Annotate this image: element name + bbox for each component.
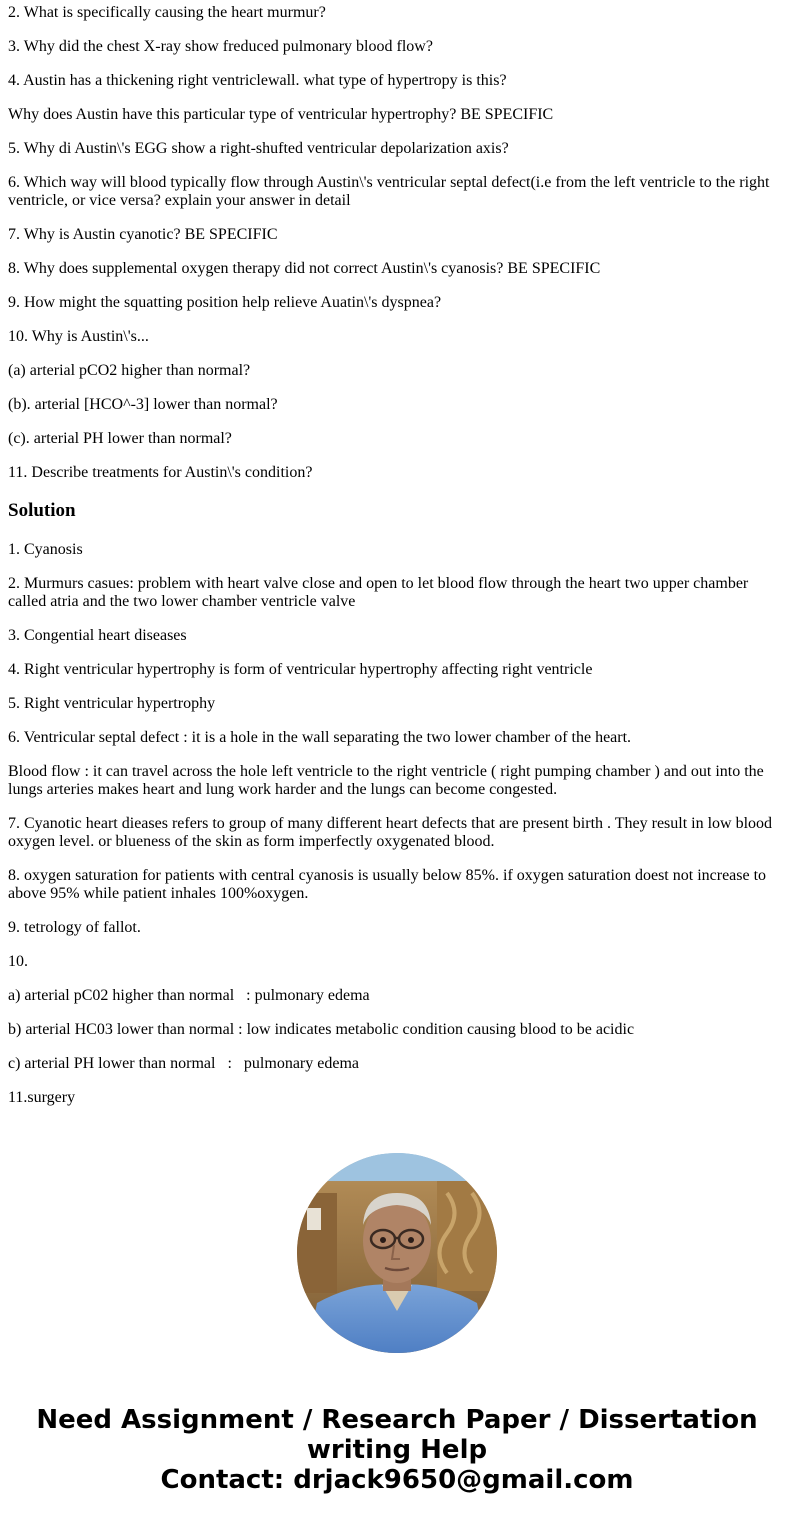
author-photo [297, 1153, 497, 1353]
answer-2: 2. Murmurs casues: problem with heart valve close and open to let blood flow through the heart two upper chamber called atria and the two lower chamber ventricle valve [8, 575, 749, 610]
solution-heading: Solution [8, 500, 76, 521]
answer-10: 10. [8, 953, 28, 970]
answer-10b: b) arterial HC03 lower than normal : low indicates metabolic condition causing blood to be acidic [8, 1021, 635, 1038]
question-10a: (a) arterial pCO2 higher than normal? [8, 362, 251, 379]
question-8: 8. Why does supplemental oxygen therapy did not correct Austin\'s cyanosis? BE SPECIFIC [8, 260, 601, 277]
question-3: 3. Why did the chest X-ray show freduced pulmonary blood flow? [8, 38, 433, 55]
question-4-followup: Why does Austin have this particular type of ventricular hypertrophy? BE SPECIFIC [8, 106, 554, 123]
question-10b: (b). arterial [HCO^-3] lower than normal? [8, 396, 278, 413]
answer-10c: c) arterial PH lower than normal : pulmonary edema [8, 1055, 359, 1072]
answer-9: 9. tetrology of fallot. [8, 919, 141, 936]
cta-line-2: writing Help [306, 1435, 488, 1465]
cta-contact: Contact: drjack9650@gmail.com [160, 1465, 634, 1495]
answer-6: 6. Ventricular septal defect : it is a hole in the wall separating the two lower chamber of the heart. [8, 729, 632, 746]
question-6: 6. Which way will blood typically flow through Austin\'s ventricular septal defect(i.e from the left ventricle to the right ventricle, or vice versa? explain your answer in detail [8, 174, 770, 209]
question-4: 4. Austin has a thickening right ventriclewall. what type of hypertropy is this? [8, 72, 507, 89]
cta-line-1: Need Assignment / Research Paper / Dissertation [36, 1405, 758, 1435]
question-10c: (c). arterial PH lower than normal? [8, 430, 232, 447]
answer-5: 5. Right ventricular hypertrophy [8, 695, 216, 712]
answer-1: 1. Cyanosis [8, 541, 83, 558]
question-10: 10. Why is Austin\'s... [8, 328, 149, 345]
question-7: 7. Why is Austin cyanotic? BE SPECIFIC [8, 226, 278, 243]
answer-11: 11.surgery [8, 1089, 76, 1106]
question-11: 11. Describe treatments for Austin\'s condition? [8, 464, 313, 481]
answer-10a: a) arterial pC02 higher than normal : pulmonary edema [8, 987, 370, 1004]
answer-8: 8. oxygen saturation for patients with central cyanosis is usually below 85%. if oxygen saturation doest not increase to above 95% while patient inhales 100%oxygen. [8, 867, 767, 902]
answer-3: 3. Congential heart diseases [8, 627, 187, 644]
answer-7: 7. Cyanotic heart dieases refers to group of many different heart defects that are present birth . They result in low blood oxygen level. or blueness of the skin as form imperfectly oxygenated blood. [8, 815, 773, 850]
question-2: 2. What is specifically causing the heart murmur? [8, 4, 326, 21]
call-to-action [0, 1405, 794, 1495]
answer-4: 4. Right ventricular hypertrophy is form of ventricular hypertrophy affecting right ventricle [8, 661, 593, 678]
author-avatar [297, 1153, 497, 1353]
question-9: 9. How might the squatting position help relieve Auatin\'s dyspnea? [8, 294, 442, 311]
question-5: 5. Why di Austin\'s EGG show a right-shufted ventricular depolarization axis? [8, 140, 509, 157]
answer-6-blood-flow: Blood flow : it can travel across the hole left ventricle to the right ventricle ( right pumping chamber ) and out into the lungs arteries makes heart and lung work harder and the lungs can become congested. [8, 763, 764, 798]
